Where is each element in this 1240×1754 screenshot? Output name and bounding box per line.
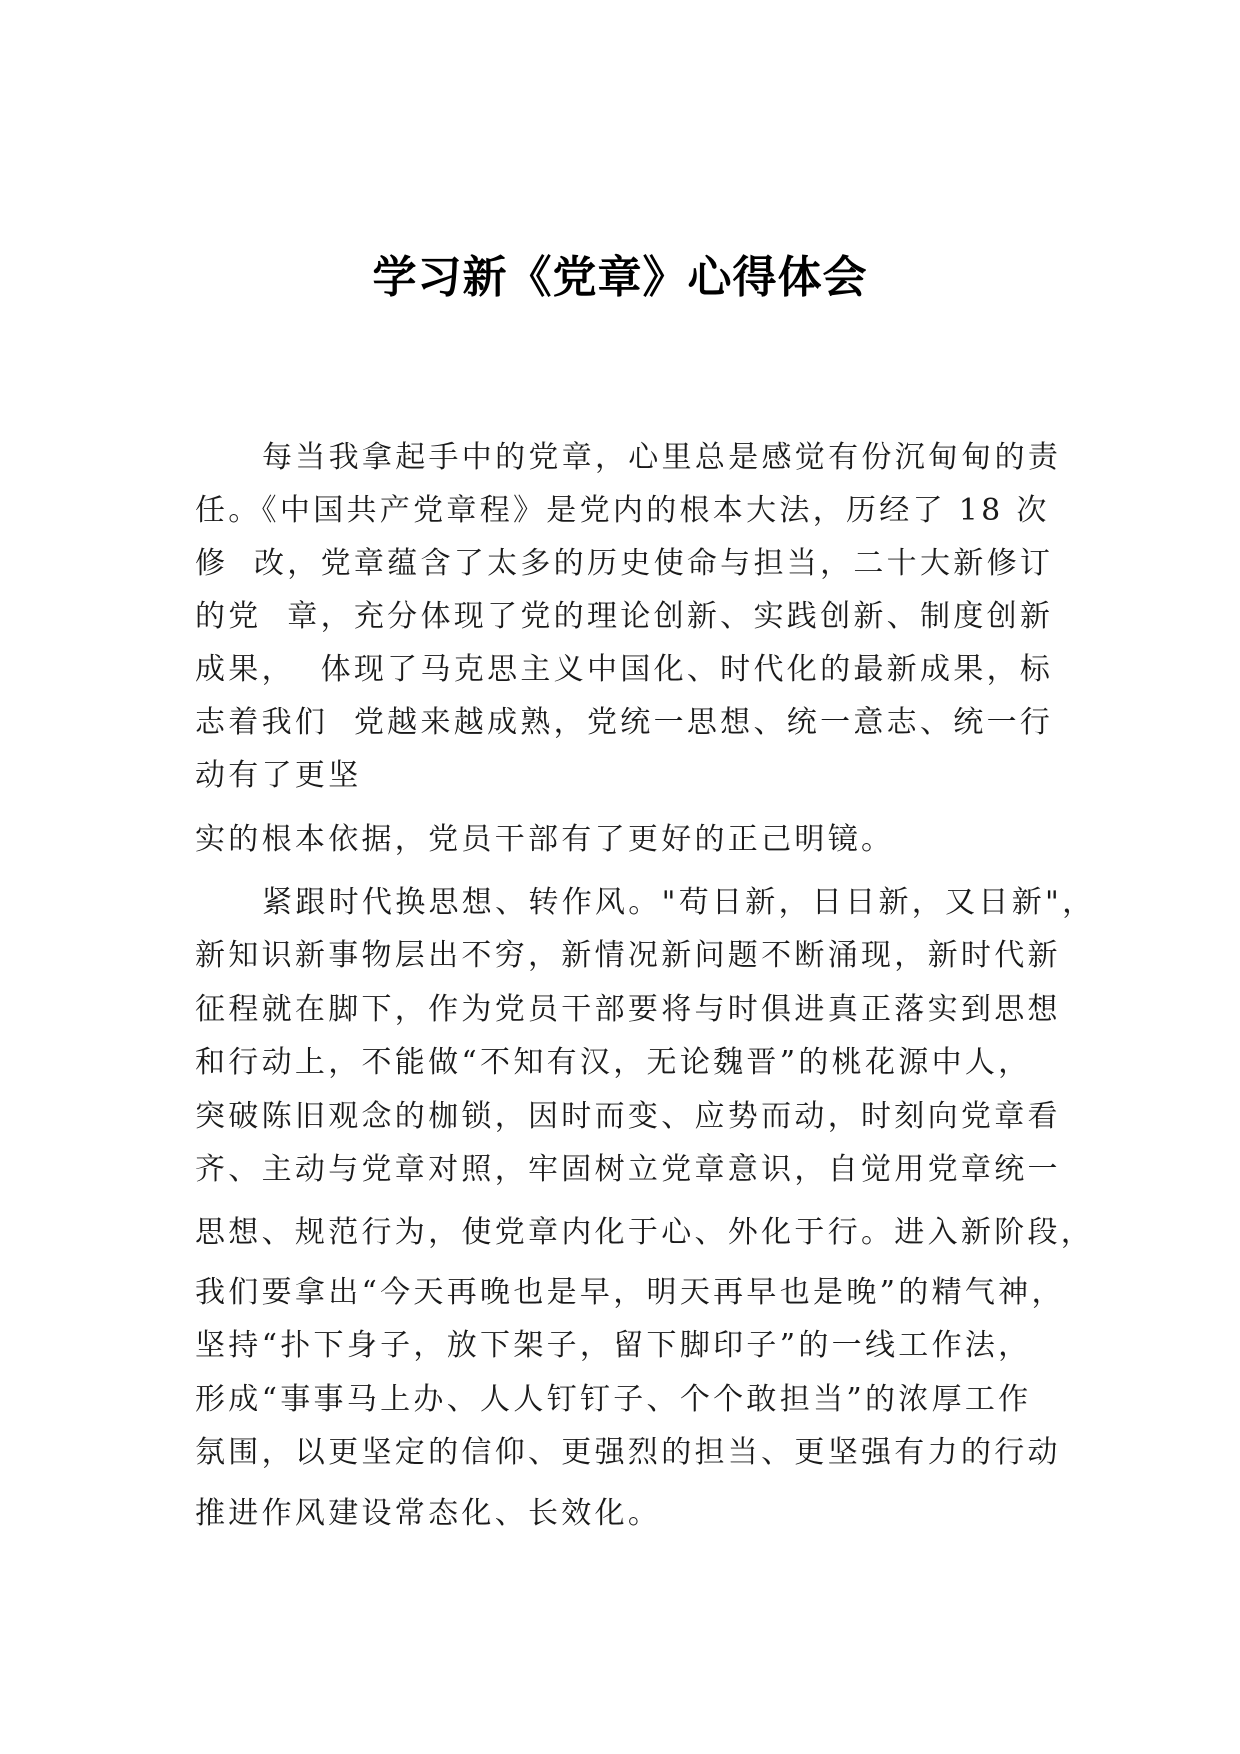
- paragraph-2-line-1: 实的根本依据，党员干部有了更好的正己明镜。: [195, 822, 895, 857]
- paragraph-3-line-6: 齐、主动与党章对照，牢固树立党章意识，自觉用党章统一: [195, 1152, 1061, 1187]
- paragraph-1-line-6: 志着我们 党越来越成熟，党统一思想、统一意志、统一行: [195, 705, 1054, 740]
- paragraph-1-line-7: 动有了更坚: [195, 758, 362, 793]
- paragraph-3-line-3: 征程就在脚下，作为党员干部要将与时俱进真正落实到思想: [195, 992, 1061, 1027]
- paragraph-3-line-11: 氛围，以更坚定的信仰、更强烈的担当、更坚强有力的行动: [195, 1435, 1061, 1470]
- paragraph-3-line-7: 思想、规范行为，使党章内化于心、外化于行。进入新阶段，: [195, 1215, 1095, 1250]
- paragraph-3-line-1: 紧跟时代换思想、转作风。"苟日新，日日新，又日新"，: [262, 885, 1096, 920]
- paragraph-1-line-4: 的党 章，充分体现了党的理论创新、实践创新、制度创新: [195, 599, 1054, 634]
- paragraph-3-line-10: 形成“事事马上办、人人钉钉子、个个敢担当”的浓厚工作: [195, 1382, 1032, 1417]
- document-title: 学习新《党章》心得体会: [372, 252, 868, 303]
- paragraph-3-line-5: 突破陈旧观念的枷锁，因时而变、应势而动，时刻向党章看: [195, 1099, 1061, 1134]
- paragraph-1-line-1: 每当我拿起手中的党章，心里总是感觉有份沉甸甸的责: [262, 440, 1062, 475]
- paragraph-3-line-4: 和行动上，不能做“不知有汉，无论魏晋”的桃花源中人，: [195, 1045, 1032, 1080]
- paragraph-1-line-5: 成果， 体现了马克思主义中国化、时代化的最新成果，标: [195, 652, 1054, 687]
- paragraph-3-line-9: 坚持“扑下身子，放下架子，留下脚印子”的一线工作法，: [195, 1328, 1032, 1363]
- paragraph-1-line-3: 修 改，党章蕴含了太多的历史使命与担当，二十大新修订: [195, 546, 1054, 581]
- paragraph-3-line-2: 新知识新事物层出不穷，新情况新问题不断涌现，新时代新: [195, 938, 1061, 973]
- paragraph-3-line-12: 推进作风建设常态化、长效化。: [195, 1496, 662, 1531]
- paragraph-1-line-2: 任。《中国共产党章程》是党内的根本大法，历经了 18 次: [195, 493, 1050, 528]
- paragraph-3-line-8: 我们要拿出“今天再晚也是早，明天再早也是晚”的精气神，: [195, 1275, 1065, 1310]
